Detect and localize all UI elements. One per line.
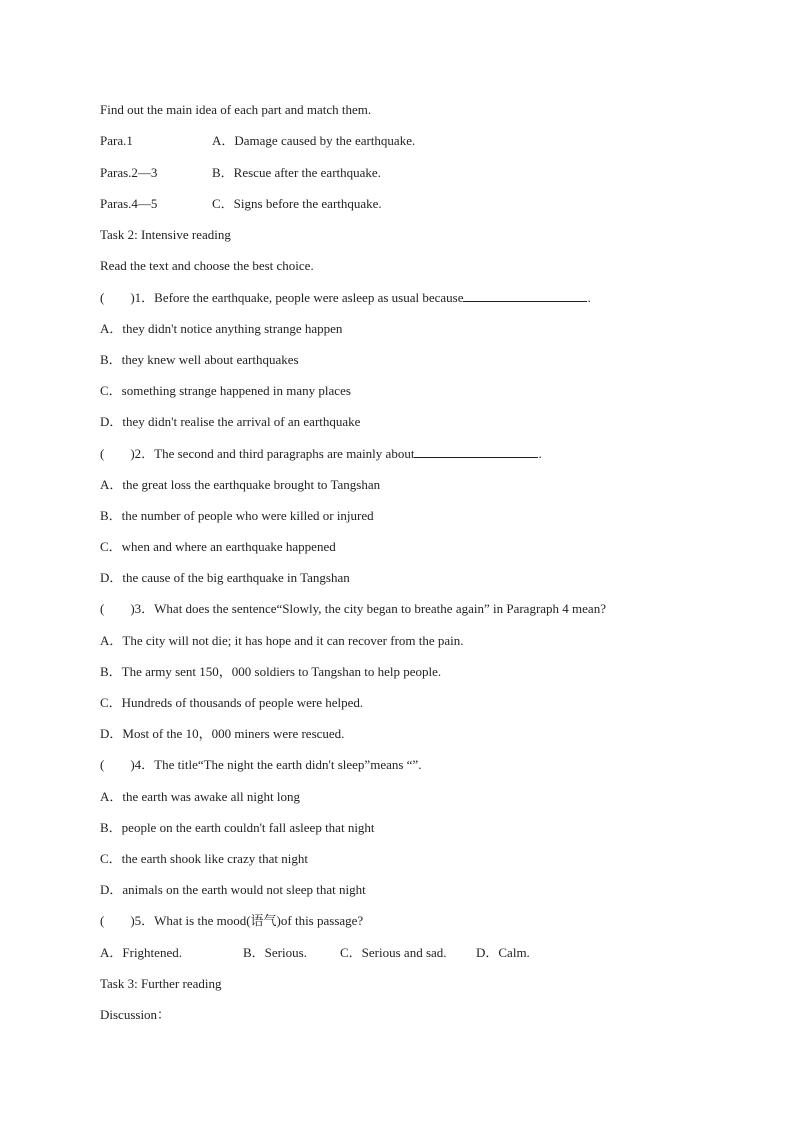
q2-option-c: C．when and where an earthquake happened xyxy=(100,539,336,554)
q5-options xyxy=(100,945,530,961)
q5-option-d: D．Calm. xyxy=(476,945,530,960)
answer-blank-1[interactable] xyxy=(463,289,587,302)
match-row-2 xyxy=(100,165,381,181)
question-1-end: . xyxy=(587,290,591,305)
q1-option-d: D．they didn't realise the arrival of an earthquake xyxy=(100,414,361,429)
answer-blank-2[interactable] xyxy=(414,445,538,458)
question-1 xyxy=(100,289,591,306)
question-4: ( )4．The title“The night the earth didn't sleep”means “”. xyxy=(100,757,422,772)
q5-option-b: B．Serious. xyxy=(243,945,307,960)
q5-option-a: A．Frightened. xyxy=(100,945,182,960)
intro-text: Find out the main idea of each part and match them. xyxy=(100,102,372,117)
match-para-2: Paras.2—3 xyxy=(100,165,158,180)
q3-option-b: B．The army sent 150，000 soldiers to Tangshan to help people. xyxy=(100,664,442,679)
match-option-b: B．Rescue after the earthquake. xyxy=(212,165,381,180)
q4-option-a: A．the earth was awake all night long xyxy=(100,789,300,804)
match-option-a: A．Damage caused by the earthquake. xyxy=(212,133,416,148)
q3-option-a: A．The city will not die; it has hope and it can recover from the pain. xyxy=(100,633,464,648)
q3-option-d: D．Most of the 10，000 miners were rescued. xyxy=(100,726,345,741)
match-option-c: C．Signs before the earthquake. xyxy=(212,196,382,211)
q4-option-d: D．animals on the earth would not sleep that night xyxy=(100,882,366,897)
match-row-1 xyxy=(100,133,416,149)
match-row-3 xyxy=(100,196,382,212)
q5-option-c: C．Serious and sad. xyxy=(340,945,447,960)
match-para-3: Paras.4—5 xyxy=(100,196,158,211)
question-3: ( )3．What does the sentence“Slowly, the city began to breathe again” in Paragraph 4 mean? xyxy=(100,601,606,616)
q2-option-b: B．the number of people who were killed or injured xyxy=(100,508,374,523)
q1-option-a: A．they didn't notice anything strange happen xyxy=(100,321,343,336)
q1-option-b: B．they knew well about earthquakes xyxy=(100,352,299,367)
task2-instruction: Read the text and choose the best choice. xyxy=(100,258,314,273)
question-2-text: ( )2．The second and third paragraphs are mainly about xyxy=(100,446,415,461)
q4-option-b: B．people on the earth couldn't fall asleep that night xyxy=(100,820,375,835)
question-1-text: ( )1．Before the earthquake, people were asleep as usual because xyxy=(100,290,464,305)
question-2 xyxy=(100,445,542,462)
q2-option-d: D．the cause of the big earthquake in Tangshan xyxy=(100,570,350,585)
q4-option-c: C．the earth shook like crazy that night xyxy=(100,851,308,866)
match-para-1: Para.1 xyxy=(100,133,133,148)
task2-title: Task 2: Intensive reading xyxy=(100,227,231,242)
discussion-label: Discussion： xyxy=(100,1007,171,1022)
q2-option-a: A．the great loss the earthquake brought to Tangshan xyxy=(100,477,381,492)
task3-title: Task 3: Further reading xyxy=(100,976,222,991)
q3-option-c: C．Hundreds of thousands of people were helped. xyxy=(100,695,364,710)
q1-option-c: C．something strange happened in many places xyxy=(100,383,351,398)
question-5: ( )5．What is the mood(语气)of this passage? xyxy=(100,913,364,928)
question-2-end: . xyxy=(538,446,542,461)
